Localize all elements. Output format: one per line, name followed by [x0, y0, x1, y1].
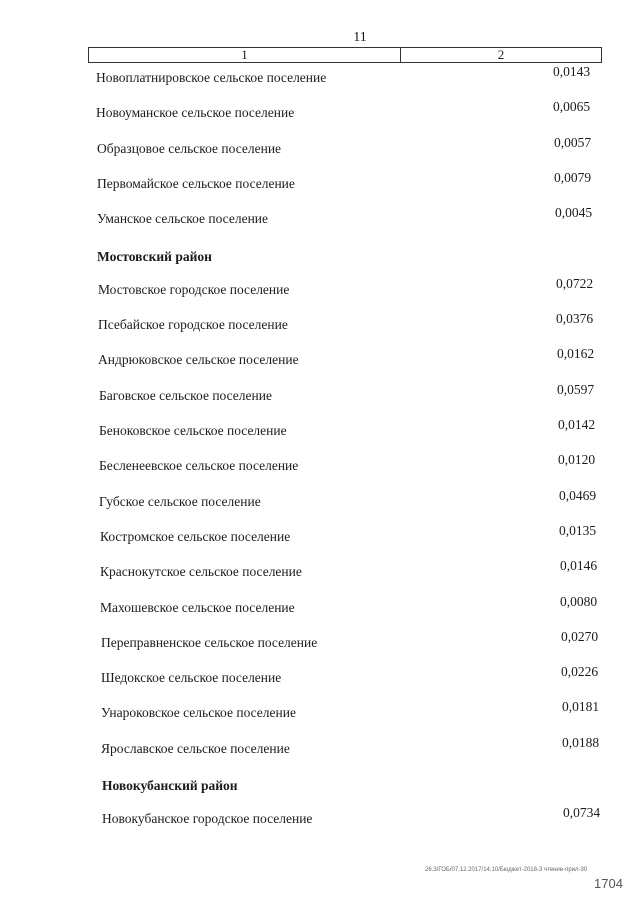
settlement-name: Шедокское сельское поселение	[101, 670, 282, 685]
settlement-name: Первомайское сельское поселение	[97, 176, 295, 191]
settlement-name: Переправненское сельское поселение	[101, 635, 318, 650]
settlement-value: 0,0722	[556, 276, 594, 291]
settlement-value: 0,0226	[561, 664, 599, 679]
settlement-name: Махошевское сельское поселение	[100, 600, 295, 615]
settlement-value: 0,0045	[555, 205, 593, 220]
settlement-value: 0,0080	[560, 594, 598, 609]
settlement-name: Псебайское городское поселение	[98, 317, 288, 332]
settlement-value: 0,0376	[556, 311, 594, 326]
settlement-name: Унароковское сельское поселение	[101, 705, 296, 720]
table-header	[88, 47, 602, 63]
table-header-col2: 2	[497, 47, 505, 62]
settlement-name: Беноковское сельское поселение	[99, 423, 287, 438]
district-heading: Новокубанский район	[102, 778, 238, 793]
footer-sheet-number: 1704	[594, 876, 623, 891]
footer-stamp: 26.3/ГОБ/07.12.2017/14:10/Бюджет-2018-3 чтение-прил-30	[425, 867, 588, 873]
settlement-name: Новоплатнировское сельское поселение	[96, 70, 327, 85]
settlement-value: 0,0057	[554, 135, 592, 150]
settlement-value: 0,0142	[558, 417, 596, 432]
page-number: 11	[353, 30, 367, 45]
settlement-name: Новоуманское сельское поселение	[96, 105, 295, 120]
settlement-value: 0,0188	[562, 735, 600, 750]
settlement-value: 0,0734	[563, 805, 601, 820]
table-header-col1: 1	[89, 48, 401, 62]
settlement-value: 0,0135	[559, 523, 597, 538]
settlement-name: Уманское сельское поселение	[97, 211, 269, 226]
settlement-name: Краснокутское сельское поселение	[100, 564, 302, 579]
settlement-name: Ярославское сельское поселение	[101, 741, 290, 756]
settlement-value: 0,0120	[558, 452, 596, 467]
settlement-name: Мостовское городское поселение	[98, 282, 290, 297]
settlement-value: 0,0146	[560, 558, 598, 573]
settlement-name: Образцовое сельское поселение	[97, 141, 282, 156]
settlement-name: Костромское сельское поселение	[100, 529, 291, 544]
settlement-value: 0,0597	[557, 382, 595, 397]
settlement-name: Андрюковское сельское поселение	[98, 352, 299, 367]
settlement-name: Новокубанское городское поселение	[102, 811, 313, 826]
settlement-name: Баговское сельское поселение	[99, 388, 272, 403]
settlement-value: 0,0181	[562, 699, 600, 714]
settlement-value: 0,0079	[554, 170, 592, 185]
settlement-value: 0,0065	[553, 99, 591, 114]
district-heading: Мостовский район	[97, 249, 212, 264]
settlement-value: 0,0143	[553, 64, 591, 79]
settlement-value: 0,0162	[557, 346, 595, 361]
settlement-value: 0,0270	[561, 629, 599, 644]
settlement-value: 0,0469	[559, 488, 597, 503]
settlement-name: Бесленеевское сельское поселение	[99, 458, 299, 473]
settlement-name: Губское сельское поселение	[99, 494, 261, 509]
